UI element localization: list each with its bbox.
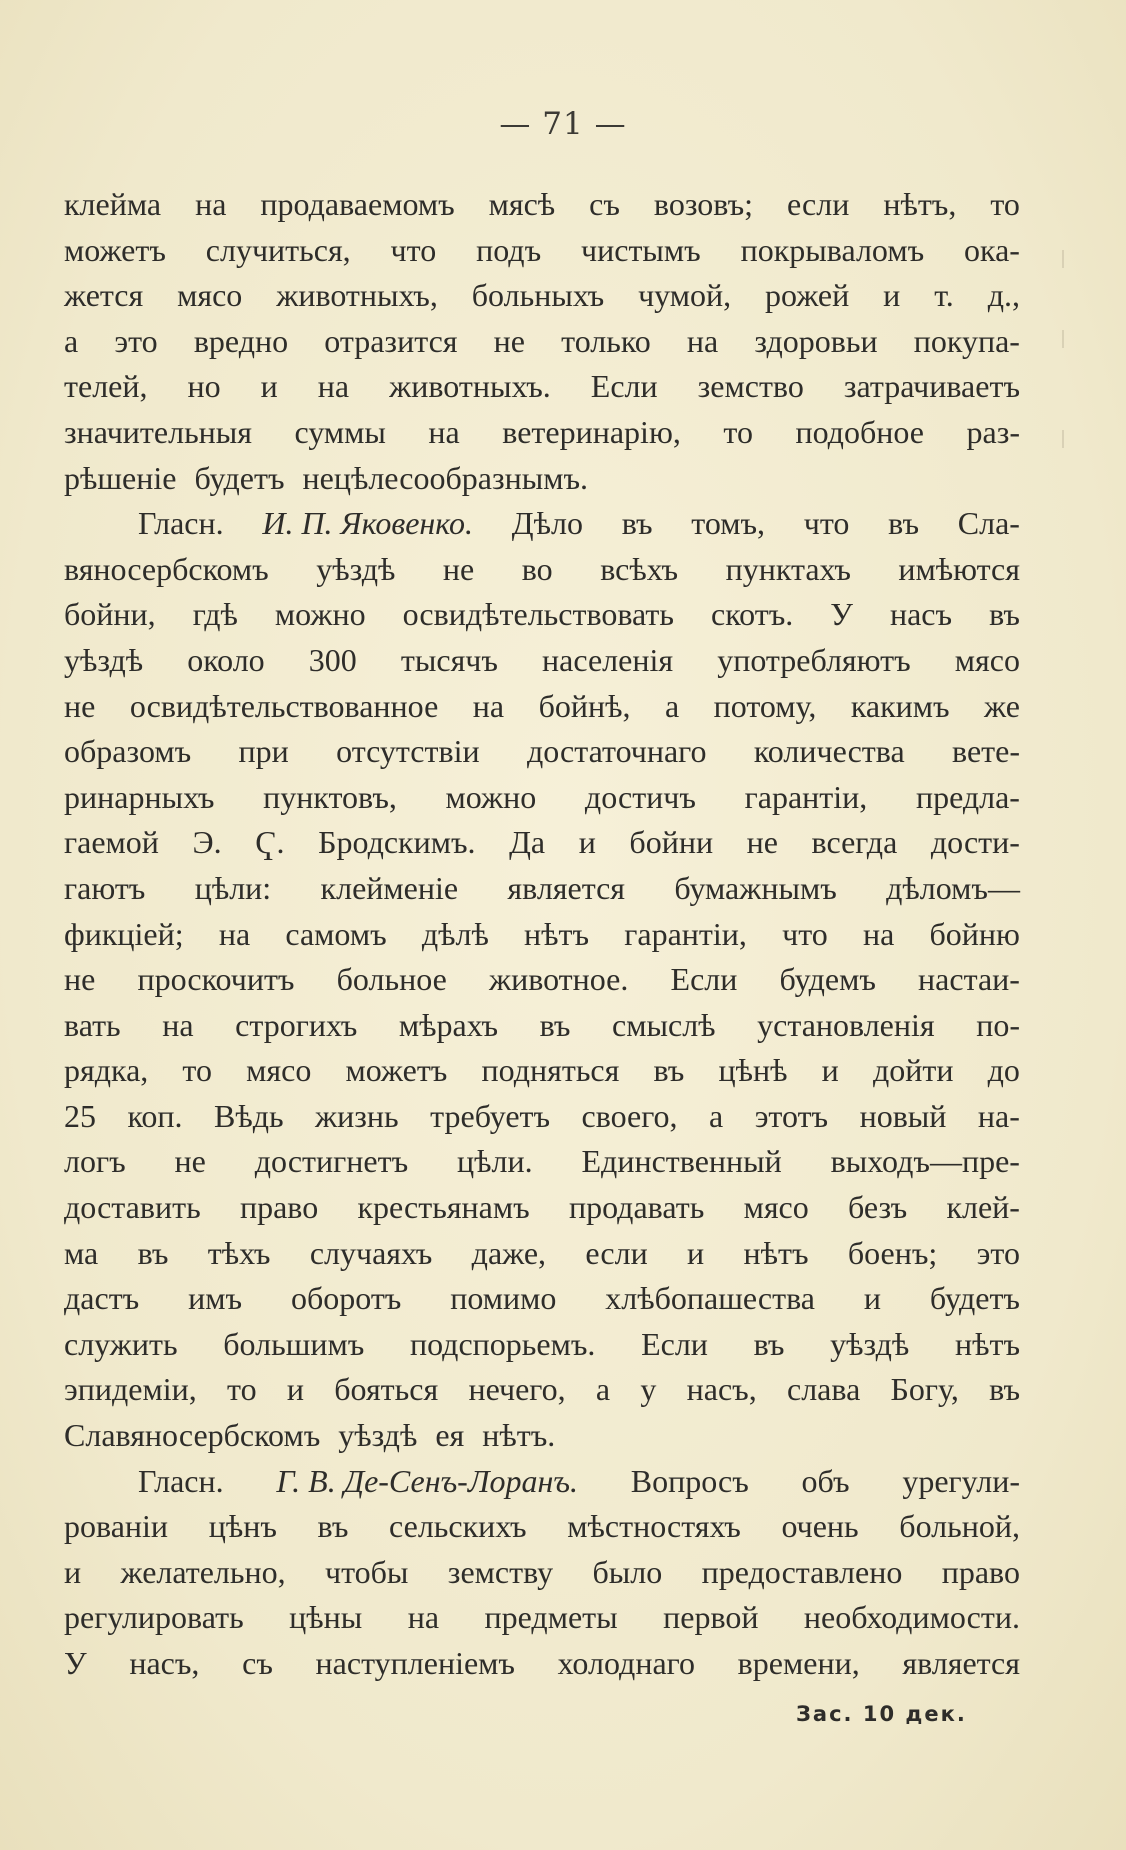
word: не xyxy=(442,550,475,587)
word: по- xyxy=(976,1006,1020,1043)
word: при xyxy=(238,733,289,770)
word: это xyxy=(976,1234,1020,1271)
word: Ҁ. xyxy=(255,824,285,861)
word: въ xyxy=(753,1325,785,1362)
text-line xyxy=(64,547,1020,593)
word: необходимости. xyxy=(803,1599,1020,1636)
word: рядка, xyxy=(64,1052,149,1089)
word: мясо xyxy=(177,277,243,314)
margin-mark xyxy=(1062,430,1070,448)
word: является xyxy=(507,869,626,906)
word: своего, xyxy=(581,1097,678,1134)
word: больныхъ xyxy=(471,277,605,314)
word: цѣли: xyxy=(194,869,272,906)
word: крестьянамъ xyxy=(357,1189,530,1226)
word: до xyxy=(987,1052,1020,1089)
word: клейма xyxy=(64,186,162,222)
word: въ xyxy=(621,505,653,542)
word: настаи- xyxy=(918,961,1020,998)
word: на xyxy=(686,322,719,359)
word: случаяхъ xyxy=(309,1234,433,1271)
word: фикціей; xyxy=(64,915,184,952)
word: на xyxy=(407,1599,440,1636)
word: Единственный xyxy=(581,1143,782,1180)
word: гаютъ xyxy=(64,869,146,906)
word: скотъ. xyxy=(711,596,794,633)
word: и xyxy=(578,824,596,861)
word: ея xyxy=(435,1417,465,1454)
word: самомъ xyxy=(285,915,387,952)
text-line xyxy=(64,638,1020,684)
word: т. xyxy=(934,277,954,314)
word: будетъ xyxy=(929,1280,1020,1317)
word: на xyxy=(472,687,505,724)
word: вете- xyxy=(952,733,1020,770)
word: Славяносербскомъ xyxy=(64,1417,321,1454)
word: а xyxy=(664,687,680,724)
word: на xyxy=(862,915,895,952)
word: нечего, xyxy=(468,1371,566,1408)
text-line xyxy=(64,1048,1020,1094)
word: на xyxy=(195,186,227,222)
word: безъ xyxy=(848,1189,908,1226)
word: дости- xyxy=(930,824,1020,861)
word: предла- xyxy=(915,778,1020,815)
word: будетъ xyxy=(194,459,285,496)
word: гарантіи, xyxy=(624,915,747,952)
word: на- xyxy=(977,1097,1020,1134)
text-line xyxy=(64,1459,1020,1505)
word: значительныя xyxy=(64,413,252,450)
word: У xyxy=(64,1645,87,1681)
word: въ xyxy=(989,1371,1020,1408)
word: же xyxy=(984,687,1020,724)
word: слава xyxy=(787,1371,861,1408)
word: 25 xyxy=(64,1097,96,1134)
word: чистымъ xyxy=(581,231,701,268)
word: цѣнъ xyxy=(208,1508,277,1545)
word: Гласн. xyxy=(138,1462,224,1499)
word: ринарныхъ xyxy=(64,778,215,815)
text-line xyxy=(64,1322,1020,1368)
word: Богу, xyxy=(890,1371,959,1408)
word: оборотъ xyxy=(290,1280,402,1317)
word: наступленіемъ xyxy=(315,1645,515,1681)
word: нѣтъ xyxy=(954,1325,1020,1362)
word: суммы xyxy=(294,413,386,450)
margin-mark xyxy=(1062,250,1070,268)
word: доставить xyxy=(64,1189,201,1226)
word: можно xyxy=(274,596,366,633)
word: освидѣтельствованное xyxy=(129,687,439,724)
word: бойню xyxy=(929,915,1020,952)
word: уѣздѣ xyxy=(64,641,144,678)
word: дѣломъ— xyxy=(886,869,1020,906)
word: урегули- xyxy=(902,1462,1020,1499)
word: употребляютъ xyxy=(717,641,911,678)
word: регулировать xyxy=(64,1599,244,1636)
word: первой xyxy=(663,1599,759,1636)
word: покупа- xyxy=(913,322,1020,359)
word: вредно xyxy=(193,322,289,359)
word: мясѣ xyxy=(488,186,556,222)
signature-mark: Зас. 10 дек. xyxy=(796,1702,967,1726)
word: жизнь xyxy=(315,1097,399,1134)
word: что xyxy=(782,915,828,952)
word: дастъ xyxy=(64,1280,140,1317)
word: большимъ xyxy=(223,1325,365,1362)
speaker-name: И. П. Яковенко. xyxy=(262,505,474,542)
word: можетъ xyxy=(64,231,166,268)
word: Если xyxy=(590,368,658,405)
word: а xyxy=(64,322,79,359)
word: у xyxy=(640,1371,657,1408)
word: желательно, xyxy=(120,1553,286,1590)
word: установленія xyxy=(757,1006,935,1043)
word: на xyxy=(428,413,460,450)
word: служить xyxy=(64,1325,178,1362)
word: гдѣ xyxy=(192,596,238,633)
word: хлѣбопашества xyxy=(605,1280,815,1317)
word: тѣхъ xyxy=(207,1234,271,1271)
word: только xyxy=(561,322,651,359)
text-line xyxy=(64,820,1020,866)
text-line xyxy=(64,228,1020,274)
word: земству xyxy=(447,1553,554,1590)
word: новый xyxy=(859,1097,947,1134)
word: мясо xyxy=(743,1189,809,1226)
word: возовъ; xyxy=(653,186,754,222)
word: ветеринарію, xyxy=(502,413,681,450)
word: это xyxy=(114,322,158,359)
word: въ xyxy=(317,1508,349,1545)
word: раз- xyxy=(966,413,1020,450)
word: въ xyxy=(888,505,920,542)
word: право xyxy=(239,1189,319,1226)
word: всегда xyxy=(811,824,898,861)
word: продавать xyxy=(568,1189,705,1226)
word: гарантіи, xyxy=(744,778,868,815)
text-line xyxy=(64,1504,1020,1550)
word: мясо xyxy=(246,1052,312,1089)
word: населенія xyxy=(542,641,674,678)
word: имъ xyxy=(188,1280,243,1317)
word: бойни xyxy=(629,824,714,861)
word: больной, xyxy=(899,1508,1020,1545)
word: на xyxy=(162,1006,194,1043)
word: какимъ xyxy=(850,687,950,724)
text-line xyxy=(64,1276,1020,1322)
word: Сла- xyxy=(957,505,1020,542)
word: животное. xyxy=(488,961,629,998)
word: животныхъ. xyxy=(389,368,551,405)
word: а xyxy=(709,1097,724,1134)
word: уѣздѣ xyxy=(830,1325,910,1362)
word: пунктовъ, xyxy=(263,778,397,815)
word: не xyxy=(64,687,96,724)
word: гаемой xyxy=(64,824,159,861)
word: насъ, xyxy=(129,1645,200,1681)
word: чтобы xyxy=(324,1553,409,1590)
text-line xyxy=(64,1550,1020,1596)
word: клей- xyxy=(946,1189,1020,1226)
word: и xyxy=(286,1371,304,1408)
word: не xyxy=(174,1143,206,1180)
word: является xyxy=(902,1645,1020,1681)
word: имѣются xyxy=(898,550,1020,587)
word: чумой, xyxy=(638,277,732,314)
word: цѣнѣ xyxy=(718,1052,788,1089)
word: земство xyxy=(697,368,804,405)
text-line xyxy=(64,775,1020,821)
word: здоровьи xyxy=(754,322,878,359)
word: будемъ xyxy=(779,961,876,998)
text-line xyxy=(64,319,1020,365)
word: во xyxy=(521,550,553,587)
word: телей, xyxy=(64,368,148,405)
word: уѣздѣ xyxy=(316,550,396,587)
word: достигнетъ xyxy=(254,1143,409,1180)
word: затрачиваетъ xyxy=(843,368,1020,405)
page-number: — 71 — xyxy=(499,106,627,142)
word: ма xyxy=(64,1234,99,1271)
word: цѣны xyxy=(289,1599,363,1636)
word: мѣстностяхъ xyxy=(567,1508,741,1545)
word: животныхъ, xyxy=(276,277,438,314)
word: въ xyxy=(137,1234,169,1271)
word: уѣздѣ xyxy=(338,1417,418,1454)
text-line xyxy=(64,1595,1020,1641)
word: образомъ xyxy=(64,733,192,770)
word: томъ, xyxy=(691,505,766,542)
word: не xyxy=(493,322,525,359)
word: покрываломъ xyxy=(740,231,925,268)
word: рожей xyxy=(765,277,850,314)
word: можно xyxy=(445,778,537,815)
word: нѣтъ. xyxy=(482,1417,556,1454)
word: на xyxy=(218,915,251,952)
word: достичъ xyxy=(584,778,696,815)
text-line xyxy=(64,456,1020,502)
word: въ xyxy=(539,1006,571,1043)
word: сельскихъ xyxy=(389,1508,527,1545)
word: очень xyxy=(781,1508,859,1545)
text-line xyxy=(64,912,1020,958)
word: въ xyxy=(653,1052,685,1089)
word: выходъ—пре- xyxy=(830,1143,1020,1180)
text-line xyxy=(64,182,1020,228)
word: и xyxy=(883,277,901,314)
word: Если xyxy=(641,1325,708,1362)
text-line xyxy=(64,866,1020,912)
word: рованіи xyxy=(64,1508,169,1545)
word: логъ xyxy=(64,1143,126,1180)
word: бояться xyxy=(334,1371,439,1408)
word: около xyxy=(187,641,265,678)
word: подъ xyxy=(476,231,542,268)
word: Если xyxy=(670,961,738,998)
word: если xyxy=(585,1234,648,1271)
word: рѣшеніе xyxy=(64,459,177,496)
text-line xyxy=(64,501,1020,547)
word: отразится xyxy=(324,322,458,359)
word: дойти xyxy=(872,1052,954,1089)
word: то xyxy=(182,1052,212,1089)
word: всѣхъ xyxy=(600,550,679,587)
word: и xyxy=(821,1052,839,1089)
word: въ xyxy=(989,596,1020,633)
word: съ xyxy=(242,1645,273,1681)
word: Э. xyxy=(192,824,222,861)
word: то xyxy=(227,1371,257,1408)
text-line xyxy=(64,729,1020,775)
word: подняться xyxy=(481,1052,620,1089)
word: достаточнаго xyxy=(526,733,707,770)
word: предоставлено xyxy=(701,1553,903,1590)
word: нѣтъ, xyxy=(883,186,957,222)
word: Дѣло xyxy=(511,505,583,542)
word: вяносербскомъ xyxy=(64,550,269,587)
word: бойни, xyxy=(64,596,156,633)
word: но xyxy=(187,368,221,405)
word: продаваемомъ xyxy=(260,186,455,222)
word: не xyxy=(64,961,96,998)
word: подобное xyxy=(795,413,924,450)
word: случиться, xyxy=(205,231,351,268)
word: требуетъ xyxy=(430,1097,551,1134)
word: мѣрахъ xyxy=(398,1006,499,1043)
word: тысячъ xyxy=(400,641,498,678)
text-line xyxy=(64,1367,1020,1413)
word: д., xyxy=(987,277,1020,314)
text-line xyxy=(64,1003,1020,1049)
text-line xyxy=(64,1641,1020,1687)
word: времени, xyxy=(737,1645,860,1681)
word: пунктахъ xyxy=(725,550,851,587)
word: холоднаго xyxy=(557,1645,695,1681)
word: можетъ xyxy=(345,1052,448,1089)
word: было xyxy=(592,1553,663,1590)
margin-mark xyxy=(1062,330,1070,348)
word: а xyxy=(595,1371,611,1408)
word: У xyxy=(830,596,853,633)
text-line xyxy=(64,957,1020,1003)
word: и xyxy=(64,1553,82,1590)
word: смыслѣ xyxy=(612,1006,716,1043)
word: насъ xyxy=(889,596,953,633)
text-line xyxy=(64,410,1020,456)
word: нецѣлесообразнымъ. xyxy=(302,459,589,496)
text-line xyxy=(64,1094,1020,1140)
word: строгихъ xyxy=(235,1006,358,1043)
word: освидѣтельствовать xyxy=(402,596,674,633)
word: отсутствіи xyxy=(336,733,480,770)
word: Вѣдь xyxy=(213,1097,284,1134)
word: потому, xyxy=(713,687,817,724)
word: дѣлѣ xyxy=(421,915,489,952)
word: вать xyxy=(64,1006,121,1043)
word: и xyxy=(863,1280,881,1317)
text-line xyxy=(64,1231,1020,1277)
word: съ xyxy=(589,186,620,222)
text-line xyxy=(64,273,1020,319)
text-line xyxy=(64,1139,1020,1185)
word: больное xyxy=(336,961,447,998)
text-line xyxy=(64,592,1020,638)
word: на xyxy=(317,368,350,405)
word: Гласн. xyxy=(138,505,224,542)
speaker-name: Г. В. Де-Сенъ-Лоранъ. xyxy=(276,1462,578,1499)
word: подспорьемъ. xyxy=(409,1325,596,1362)
word: жется xyxy=(64,277,144,314)
word: что xyxy=(803,505,850,542)
word: боенъ; xyxy=(847,1234,938,1271)
word: не xyxy=(746,824,778,861)
word: предметы xyxy=(484,1599,618,1636)
word: помимо xyxy=(450,1280,557,1317)
text-line xyxy=(64,364,1020,410)
word: право xyxy=(941,1553,1020,1590)
text-line xyxy=(64,1185,1020,1231)
word: насъ, xyxy=(686,1371,757,1408)
word: бойнѣ, xyxy=(538,687,631,724)
word: объ xyxy=(801,1462,850,1499)
word: и xyxy=(260,368,278,405)
word: цѣли. xyxy=(457,1143,533,1180)
text-line xyxy=(64,684,1020,730)
word: Вопросъ xyxy=(630,1462,749,1499)
word: клейменіе xyxy=(320,869,459,906)
word: Да xyxy=(509,824,546,861)
word: эпидеміи, xyxy=(64,1371,197,1408)
word: если xyxy=(787,186,850,222)
word: этотъ xyxy=(754,1097,829,1134)
word: бумажнымъ xyxy=(674,869,837,906)
word: и xyxy=(687,1234,705,1271)
word: то xyxy=(990,186,1020,222)
body-text xyxy=(64,182,1020,1687)
word: проскочитъ xyxy=(137,961,295,998)
word: нѣтъ xyxy=(524,915,590,952)
word: то xyxy=(723,413,753,450)
word: мясо xyxy=(954,641,1020,678)
word: количества xyxy=(753,733,905,770)
word: ока- xyxy=(964,231,1020,268)
word: что xyxy=(390,231,437,268)
word: Бродскимъ. xyxy=(318,824,476,861)
word: даже, xyxy=(471,1234,547,1271)
word: 300 xyxy=(308,641,357,678)
word: нѣтъ xyxy=(743,1234,809,1271)
text-line xyxy=(64,1413,1020,1459)
word: коп. xyxy=(127,1097,183,1134)
